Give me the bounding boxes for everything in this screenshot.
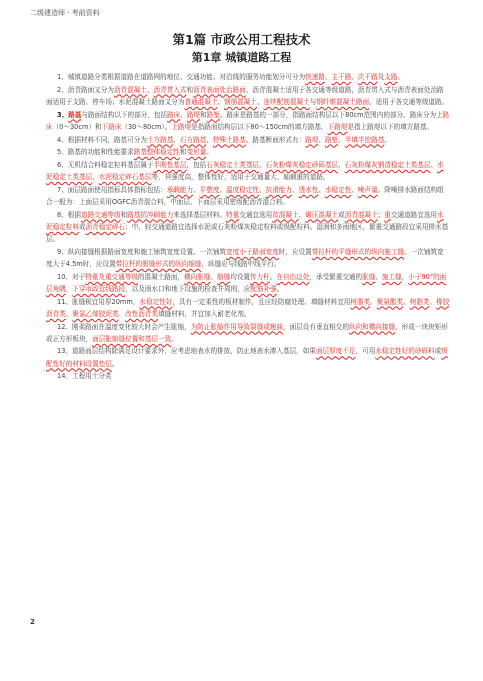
highlighted-term: 路基整体稳定性 [133, 148, 180, 157]
highlighted-term: 平整度 [199, 185, 220, 194]
highlighted-term: 特重及重交通等级 [85, 272, 138, 281]
highlighted-term: 沥青混凝土 [113, 85, 147, 94]
text-run: ，面层设有垂直相交的 [282, 322, 349, 331]
paragraph [46, 184, 450, 208]
chapter-title: 第1章 城镇道路工程 [191, 51, 292, 64]
highlighted-term: 纵向和横向接缝 [348, 322, 396, 331]
highlighted-term: 半刚性基层 [153, 160, 187, 169]
text-run: 。降噪排水路面结构组合一般为：上面层采用OGFC沥青混合料，中面层、下面层采用密级配沥青混合料。 [46, 185, 444, 207]
text-run: 、 [259, 160, 266, 169]
highlighted-term: 水稳定性好的砂砾料 [375, 347, 435, 356]
text-run: ， [401, 272, 409, 281]
highlighted-term: 变形量 [186, 148, 207, 157]
highlighted-term: 石灰粉煤灰稳定砂砾基层 [265, 160, 339, 169]
highlighted-term: 承载能力 [166, 185, 194, 194]
text-run: ；中、轻交通道路宜选择水泥或石灰粉煤灰稳定粒料或级配粒料。湿润和多雨地区，繁重交通路段宜采用排水基层。 [46, 222, 449, 244]
text-run: 、 [118, 309, 126, 318]
page-number: 2 [30, 618, 35, 626]
text-run: 、 [298, 210, 306, 219]
text-run: 1、城镇道路分类根据道路在道路网的地位、交通功能、对沿线的服务功能划分可分为 [57, 73, 306, 81]
highlighted-term: 下穿市政管线路段 [72, 284, 126, 293]
text-run: 、 [403, 297, 410, 306]
text-run: 。 [111, 359, 119, 368]
text-run: 和 [120, 210, 128, 219]
text-run: 、 [375, 272, 382, 281]
text-run: 2、沥青路面又分为 [57, 85, 114, 94]
text-run: 是指上路堤以下的填方路基。 [347, 122, 434, 131]
text-run: 。 [171, 334, 178, 343]
paragraph [46, 296, 450, 320]
highlighted-term: 在自由边处 [276, 272, 310, 281]
paragraph [46, 209, 450, 246]
highlighted-term: 支路 [384, 73, 398, 81]
highlighted-term: 土方路基 [146, 135, 174, 144]
text-run: 、 [370, 297, 377, 306]
highlighted-term: 胀缝 [362, 272, 376, 281]
highlighted-term: 路堤 [305, 135, 319, 144]
highlighted-term: 树脂类 [409, 297, 430, 306]
highlighted-term: 配筋补强 [250, 284, 277, 293]
text-run: 7、面层路面使用指标具体指标包括： [57, 185, 167, 194]
highlighted-term: 贫混凝土 [272, 210, 299, 219]
text-run: 、 [351, 185, 358, 194]
text-run: 、 [180, 110, 187, 119]
paragraph [46, 370, 450, 382]
highlighted-term: 面层厚度不足 [315, 347, 356, 356]
text-run: 。路床是路基的一部分，指路面结构层以下80cm范围内的部分。路床分为 [219, 110, 437, 119]
text-run: （30～80cm）。 [121, 122, 172, 131]
paragraph [46, 321, 450, 345]
highlighted-term: 聚氯乙烯胶泥类 [72, 309, 119, 318]
highlighted-term: 沥青表面处治路面 [193, 85, 246, 94]
text-run: ； [377, 210, 385, 219]
highlighted-term: 主干路 [331, 73, 352, 81]
text-run: 。 [276, 284, 284, 293]
highlighted-term: 施工缝 [381, 272, 402, 281]
text-run: 时，应设置 [278, 247, 312, 256]
highlighted-term: 特重 [226, 210, 240, 219]
text-run: 交通宜选用 [239, 210, 273, 219]
paragraph [46, 146, 450, 158]
paragraph [46, 159, 450, 183]
paragraph [46, 345, 450, 369]
text-run: 、 [193, 185, 200, 194]
text-run: ，纵缝应与线路中线平行。 [201, 260, 281, 269]
highlighted-term: 钢纤维混凝土路面 [316, 97, 370, 106]
highlighted-term: 普通混凝土 [184, 97, 218, 106]
text-run: 、 [65, 309, 73, 318]
highlighted-term: 沥青贯入式 [153, 85, 187, 94]
text-run: 、 [173, 135, 180, 144]
text-run: 、 [338, 135, 345, 144]
text-run: 12、刚柔路面在温度变化较大时会产生胀缩， [57, 322, 191, 331]
text-run: 与路面结构以下的部分，包括 [81, 110, 168, 119]
text-run: 或 [78, 222, 86, 231]
text-run: 来选择基层材料。 [173, 210, 227, 219]
highlighted-term: 横向胀缝 [184, 272, 211, 281]
text-run: （0～30cm）和 [52, 122, 102, 131]
text-run: 10、对于 [57, 272, 86, 281]
highlighted-term: 上路堤 [171, 122, 192, 131]
text-run: 。 [397, 73, 405, 81]
text-run: ，形成一块块矩形或正方形板块， [46, 322, 448, 343]
highlighted-term: 聚氨酯类 [376, 297, 404, 306]
highlighted-term: 噪声量 [357, 185, 378, 194]
highlighted-term: 钢筋混凝土 [224, 97, 257, 106]
paragraph [46, 271, 450, 295]
highlighted-term: 温度稳定性 [226, 185, 260, 194]
text-run: 、 [291, 185, 299, 194]
highlighted-term: 小于90°的面层角隅 [46, 272, 447, 293]
text-run: 交通道路宜选用 [390, 210, 438, 219]
text-run: 、 [217, 97, 225, 106]
text-run: 等，其强度高，整体性好，适用于交通量大、轴载重的道路。 [151, 173, 330, 182]
paragraph [46, 134, 450, 146]
text-run: 、 [318, 185, 325, 194]
text-run: 和 [186, 85, 194, 94]
text-run: 、 [210, 272, 218, 281]
text-run: 均设置 [230, 272, 251, 281]
highlighted-term: 透水性 [298, 185, 319, 194]
text-run: 填缝材料，并宜加入耐老化剂。 [158, 309, 251, 318]
highlighted-term: 碾压混凝土 [305, 210, 339, 219]
highlighted-term: 沥青稳定碎石 [85, 222, 126, 231]
highlighted-term: 面层胀缩缝位置和基层一致 [92, 334, 172, 343]
highlighted-term: 宽度小于路面宽度 [226, 247, 279, 256]
highlighted-term: 水泥稳定土类基层 [46, 160, 444, 182]
text-run: 、 [206, 135, 213, 144]
paragraph [46, 246, 450, 270]
text-run: 、 [146, 85, 154, 94]
highlighted-term: 连续配筋混凝土 [263, 97, 310, 106]
text-run: ，包括 [186, 160, 207, 169]
highlighted-term: 路堤 [186, 110, 201, 119]
highlighted-term: 级配性好的材料设置垫层 [46, 347, 448, 368]
text-run: 和 [179, 148, 187, 157]
text-run: 、 [318, 135, 325, 144]
highlighted-term: 上路床 [46, 110, 450, 131]
highlighted-term: 路堑 [206, 110, 220, 119]
highlighted-term: 橡胶沥青类 [46, 297, 450, 318]
text-run: 。路基断面形式有： [245, 135, 306, 144]
highlighted-term: 路基抗冲刷能力 [127, 210, 174, 219]
text-run: ，以及雨水口和地下设施的检查井周围，应 [125, 284, 251, 293]
highlighted-term: 水泥稳定碎石基层 [98, 173, 152, 182]
highlighted-term: 特殊土路基 [212, 135, 246, 144]
highlighted-term: 水泥稳定粒料 [46, 210, 444, 231]
text-run: 及 [377, 73, 385, 81]
highlighted-term: 带拉杆的假缝形式的纵向缩缝 [115, 260, 202, 269]
highlighted-term: 3、 [57, 110, 69, 119]
text-run: 或 [338, 210, 345, 219]
highlighted-term: 快速路 [305, 73, 325, 81]
text-run: 、 [429, 297, 437, 306]
header-note: 二级建造师 · 考前资料 [30, 9, 100, 17]
text-run: 、 [219, 185, 227, 194]
text-run: 13、道路面层结构除满足设计要求外，应考虑地表水的排放，防止地表水渗入基层，如果 [57, 347, 316, 356]
highlighted-term: 为防止胀缩作用导致裂缝或翘曲 [190, 322, 283, 331]
highlighted-term: 道路交通等级 [80, 210, 121, 219]
text-run: 是指路面结构层以下80～150cm的填方路基， [191, 122, 328, 131]
text-run: 和 [200, 110, 207, 119]
text-run: ，适用于各交通等级道路。 [369, 97, 449, 106]
highlighted-term: 传力杆 [250, 272, 270, 281]
part-title: 第1篇 市政公用工程技术 [172, 32, 311, 47]
text-run: 9、纵向接缝根据路面宽度和施工铺筑宽度设置。一次铺筑 [57, 247, 227, 256]
highlighted-term: 下路堤 [327, 122, 348, 131]
highlighted-term: 带拉杆的平缝形式的纵向施工缝 [311, 247, 405, 256]
text-run: 、 [430, 160, 438, 169]
text-run: 或 [434, 347, 442, 356]
text-run: 、 [351, 73, 358, 81]
highlighted-term: 半填半挖路基 [344, 135, 385, 144]
text-run: 。 [384, 135, 391, 144]
text-run: 、 [257, 97, 264, 106]
text-run: 、 [92, 173, 99, 182]
highlighted-term: 次干路 [357, 73, 378, 81]
text-run: 、 [338, 160, 345, 169]
text-run: ，可用 [355, 347, 376, 356]
text-run: 、 [259, 185, 266, 194]
text-run: ，承受繁重交通的 [309, 272, 363, 281]
paragraph [46, 109, 450, 133]
text-run: 5、路基的功能和性能要求 [57, 148, 134, 157]
highlighted-term: 水稳定性 [324, 185, 352, 194]
text-run: 4、根据材料不同，路基可分为 [57, 135, 147, 144]
highlighted-term: 树脂类 [350, 297, 371, 306]
highlighted-term: 缩缝 [217, 272, 231, 281]
text-run: 。一次铺筑宽度大于4.5m时，应设置 [46, 247, 444, 269]
highlighted-term: 路堑 [324, 135, 339, 144]
highlighted-term: 石灰粉煤灰钢渣稳定土类基层 [344, 160, 431, 169]
highlighted-term: 重 [384, 210, 391, 219]
highlighted-term: 路基 [68, 110, 82, 119]
text-run: 8、根据 [57, 210, 81, 219]
paragraph [46, 84, 450, 108]
text-run: ，具有一定柔性的板材制作，且应经防腐处理。填缝材料宜用 [172, 297, 351, 306]
paragraph [46, 71, 450, 83]
text-run: 11、胀缝板宜用厚20mm， [57, 297, 140, 306]
highlighted-term: 改性沥青类 [125, 309, 159, 318]
highlighted-term: 石方路基 [179, 135, 207, 144]
text-run: 、 [324, 73, 332, 81]
text-run: 与 [309, 97, 317, 106]
text-run: 。 [269, 272, 277, 281]
highlighted-term: 沥青混凝土 [344, 210, 378, 219]
text-run: 6、无机结合料稳定粒料基层属于 [57, 160, 154, 169]
text-run: 的混凝土路面， [137, 272, 185, 281]
highlighted-term: 水稳定性好 [139, 297, 173, 306]
highlighted-term: 抗滑能力 [265, 185, 292, 194]
document-body [46, 71, 450, 383]
text-run: ， [65, 284, 73, 293]
text-run: 14、工程用土分类 [57, 372, 112, 381]
highlighted-term: 路床 [167, 110, 181, 119]
highlighted-term: 石灰稳定土类基层 [206, 160, 260, 169]
text-run: ，沥青混凝土适用于各交通等级道路，沥青贯入式与沥青表面处治路面适用于支路、停车场；水泥混凝土路面又分为 [46, 85, 444, 106]
highlighted-term: 下路床 [101, 122, 122, 131]
text-run: 。 [206, 148, 213, 157]
